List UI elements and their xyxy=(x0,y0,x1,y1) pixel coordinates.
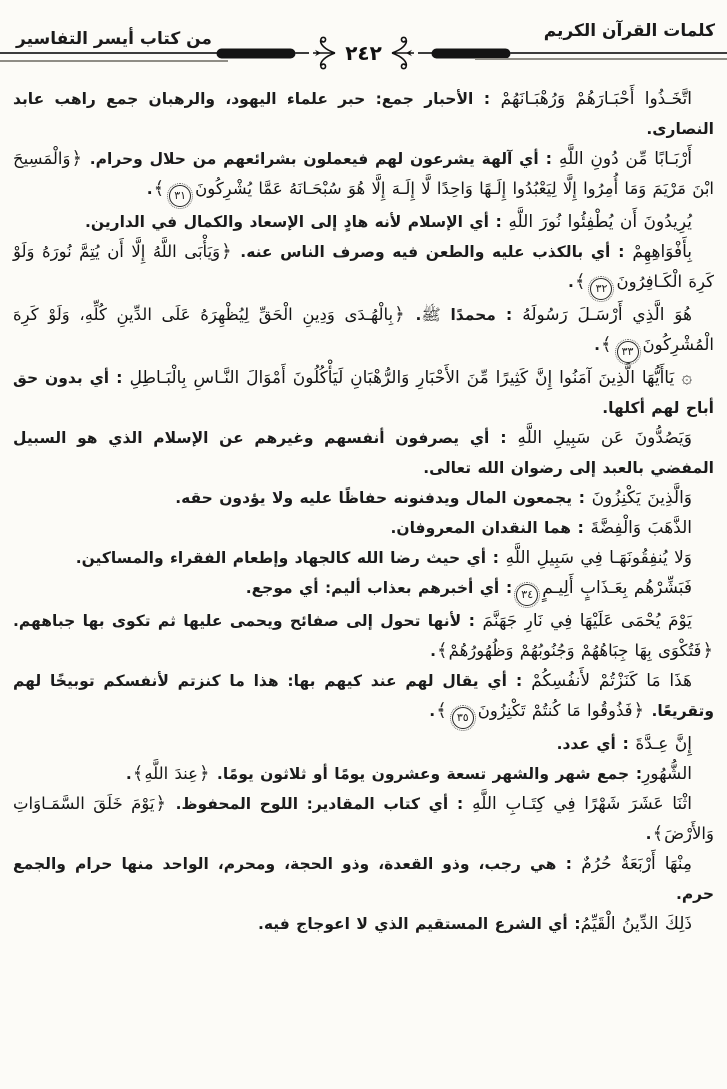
quran-term: أَرْبَـابًا مِّن دُونِ اللَّهِ xyxy=(558,149,693,169)
quran-term: وَيَصُدُّونَ عَن سَبِيلِ اللَّهِ xyxy=(517,428,692,448)
ornamental-divider xyxy=(0,36,727,70)
quran-term: مِنْهَا أَرْبَعَةٌ حُرُمٌ xyxy=(581,854,692,874)
colon-separator: : xyxy=(473,89,501,108)
colon-separator: : xyxy=(461,611,483,630)
quran-term: فَبَشِّرْهُم بِعَـذَابٍ أَلِيـمٍ xyxy=(542,578,692,598)
ayah-number-badge: ٣٢ xyxy=(590,278,612,300)
definition-text: أي الإسلام لأنه هادٍ إلى الإسعاد والكمال في الدارين. xyxy=(85,213,489,231)
definition-text: أي بالكذب عليه والطعن فيه وصرف الناس عنه. xyxy=(232,243,611,261)
ornate-close-bracket-icon: ﴾ xyxy=(437,640,448,661)
salawat-ligature-icon: ﷺ xyxy=(421,305,441,324)
definition-text: أي آلهة يشرعون لهم فيعملون بشرائعهم من حلال وحرام. xyxy=(83,150,539,168)
definition-text: أي يقال لهم عند كيهم بها: هذا ما كنزتم لأنفسكم توبيخًا لهم وتقريعًا. xyxy=(13,672,714,720)
ornate-close-bracket-icon: ﴾ xyxy=(153,178,165,199)
ornate-open-bracket-icon: ﴿ xyxy=(394,304,405,325)
quran-term: بِأَفْوَاهِهِمْ xyxy=(632,242,692,262)
quran-term: يُرِيدُونَ أَن يُطْفِئُوا نُورَ اللَّهِ xyxy=(508,212,692,232)
glossary-entry xyxy=(13,759,714,789)
quran-term: يَاأَيُّهَا الَّذِينَ آمَنُوا إِنَّ كَثِيرًا مِّنَ الأَحْبَارِ وَالرُّهْبَانِ لَيَأْكُلُونَ أَمْوَالَ النَّـاسِ بِالْبَـاطِلِ xyxy=(129,368,675,388)
ornate-close-bracket-icon: ﴾ xyxy=(132,763,144,784)
left-title-text: من كتاب أيسر التفاسير xyxy=(16,29,212,49)
quran-quote-text: وَيَأْبَى اللَّهُ إِلَّا أَن يُتِمَّ نُورَهُ وَلَوْ كَرِهَ الْكَـافِرُونَ xyxy=(13,242,714,291)
divider-bar-left xyxy=(217,49,295,58)
colon-separator: : xyxy=(556,854,582,873)
divider-rule-inner-right xyxy=(418,52,432,54)
definition-text: أي عدد. xyxy=(556,735,616,753)
sentence-period: . xyxy=(594,336,600,354)
glossary-entry xyxy=(13,483,714,513)
header-underline-left xyxy=(0,60,228,62)
quran-quote-text: فَذُوقُوا مَا كُنتُمْ تَكْنِزُونَ xyxy=(477,701,633,720)
sentence-period: . xyxy=(430,642,437,660)
divider-rule-inner-left xyxy=(295,52,309,54)
ornate-open-bracket-icon: ﴿ xyxy=(155,793,166,814)
definition-text: محمدًا xyxy=(440,306,496,324)
definition-text: أي كتاب المقادير: اللوح المحفوظ. xyxy=(166,795,449,813)
quran-quote-text: يَوْمَ خَلَقَ السَّمَـاوَاتِ وَالأَرْضَ xyxy=(13,794,714,843)
colon-separator: : xyxy=(572,488,592,507)
entries xyxy=(13,84,714,939)
quran-term: الذَّهَبَ وَالْفِضَّةَ xyxy=(590,518,692,538)
glossary-entry xyxy=(13,300,714,363)
quran-term: إِنَّ عِـدَّةَ xyxy=(635,734,692,754)
colon-separator: : xyxy=(506,671,532,690)
colon-separator: : xyxy=(488,212,509,231)
colon-separator: : xyxy=(570,518,591,537)
sentence-period: . xyxy=(429,702,436,720)
glossary-entry xyxy=(13,729,714,759)
definition-text: هي رجب، وذو القعدة، وذو الحجة، ومحرم، الواحد منها حرام والجمع حرم. xyxy=(13,855,714,903)
sentence-period: . xyxy=(125,765,132,783)
ornate-close-bracket-icon: ﴾ xyxy=(436,700,447,721)
quran-term: اتَّخَـذُوا أَحْبَـارَهُمْ وَرُهْبَـانَهُمْ xyxy=(500,89,692,109)
quran-quote-text: فَتُكْوَى بِهَا جِبَاهُهُمْ وَجُنُوبُهُمْ وَظُهُورُهُمْ xyxy=(448,641,702,660)
ornate-close-bracket-icon: ﴾ xyxy=(600,334,612,355)
floral-scroll-icon-right xyxy=(390,36,416,70)
glossary-entry xyxy=(13,573,714,606)
colon-separator: : xyxy=(495,305,523,324)
glossary-entry xyxy=(13,144,714,207)
ornate-open-bracket-icon: ﴿ xyxy=(221,241,232,262)
sentence-period: . xyxy=(146,180,153,198)
glossary-entry xyxy=(13,849,714,909)
divider-rule-right xyxy=(510,52,727,54)
definition-text: أي أخبرهم بعذاب أليم: أي موجع. xyxy=(245,579,500,597)
definition-text: هما النقدان المعروفان. xyxy=(390,519,571,537)
glossary-entry xyxy=(13,207,714,237)
page-number: ٢٤٢ xyxy=(345,41,382,65)
floral-scroll-icon-left xyxy=(311,36,337,70)
glossary-entry xyxy=(13,513,714,543)
sentence-period: . xyxy=(645,825,652,843)
colon-separator: : xyxy=(489,428,518,447)
colon-separator: : xyxy=(499,578,513,597)
colon-separator: : xyxy=(486,548,506,567)
glossary-entry xyxy=(13,423,714,483)
header-underline-right xyxy=(475,58,727,60)
glossary-entry xyxy=(13,606,714,666)
definition-text: الأحبار جمع: حبر علماء اليهود، والرهبان جمع راهب عابد النصارى. xyxy=(13,90,714,138)
sentence-period: . xyxy=(568,273,574,291)
definition-text: . xyxy=(405,306,422,324)
colon-separator: : xyxy=(567,914,581,933)
colon-separator: : xyxy=(538,149,559,168)
colon-separator: : xyxy=(448,794,473,813)
ornate-close-bracket-icon: ﴾ xyxy=(574,271,586,292)
quran-term: وَالَّذِينَ يَكْنِزُونَ xyxy=(591,488,692,508)
quran-term: ذَلِكَ الدِّينُ الْقَيِّمُ xyxy=(580,914,692,934)
glossary-entry xyxy=(13,363,714,423)
colon-separator: : xyxy=(109,368,130,387)
ayah-number-badge: ٣٣ xyxy=(617,341,639,363)
definition-text: أي يصرفون أنفسهم وغيرهم عن الإسلام الذي هو السبيل المفضي بالعبد إلى رضوان الله تعالى. xyxy=(13,429,714,477)
quran-quote-text: وَالْمَسِيحَ ابْنَ مَرْيَمَ وَمَا أُمِرُوا إِلَّا لِيَعْبُدُوا إِلَـهًا وَاحِدًا لَّا إِلَـهَ إِلَّا هُوَ سُبْحَـانَهُ عَمَّا يُشْرِكُونَ xyxy=(13,149,714,198)
definition-text: يجمعون المال ويدفنونه حفاظًا عليه ولا يؤدون حقه. xyxy=(175,489,573,507)
rub-el-hizb-icon: ۞ xyxy=(674,367,692,388)
colon-separator: : xyxy=(610,242,633,261)
glossary-entry xyxy=(13,84,714,144)
glossary-entry xyxy=(13,789,714,849)
ornate-open-bracket-icon: ﴿ xyxy=(702,640,713,661)
glossary-entry xyxy=(13,543,714,573)
ayah-number-badge: ٣٥ xyxy=(452,707,474,729)
ornate-open-bracket-icon: ﴿ xyxy=(71,148,83,169)
definition-text: أي بدون حق أباح لهم أكلها. xyxy=(13,369,714,417)
quran-term: هَذَا مَا كَنَزْتُمْ لأَنفُسِكُمْ xyxy=(531,671,692,691)
colon-separator: : xyxy=(629,764,643,783)
definition-text: لأنها تحول إلى صفائح ويحمى عليها ثم تكوى بها جباههم. xyxy=(13,612,462,630)
ornate-open-bracket-icon: ﴿ xyxy=(633,700,645,721)
right-title-text: كلمات القرآن الكريم xyxy=(543,21,715,41)
quran-term: الشُّهُورِ xyxy=(642,764,692,784)
quran-term: يَوْمَ يُحْمَى عَلَيْهَا فِي نَارِ جَهَنَّمَ xyxy=(482,611,692,631)
quran-quote-text: بِالْهُـدَى وَدِينِ الْحَقِّ لِيُظْهِرَهُ عَلَى الدِّينِ كُلِّهِ، وَلَوْ كَرِهَ الْمُشْرِكُونَ xyxy=(13,305,714,354)
ayah-number-badge: ٣٤ xyxy=(516,584,538,606)
glossary-entry xyxy=(13,909,714,939)
definition-text: أي الشرع المستقيم الذي لا اعوجاج فيه. xyxy=(258,915,568,933)
quran-term: اثْنَا عَشَرَ شَهْرًا فِي كِتَـابِ اللَّهِ xyxy=(472,794,693,814)
glossary-entry xyxy=(13,237,714,300)
definition-text: أي حيث رضا الله كالجهاد وإطعام الفقراء والمساكين. xyxy=(75,549,487,567)
ornate-open-bracket-icon: ﴿ xyxy=(198,763,210,784)
glossary-entry xyxy=(13,666,714,729)
definition-text: جمع شهر والشهر تسعة وعشرون يومًا أو ثلاثون يومًا. xyxy=(210,765,630,783)
divider-rule-left xyxy=(0,52,217,54)
quran-quote-text: عِندَ اللَّهِ xyxy=(144,764,198,783)
quran-term: هُوَ الَّذِي أَرْسَـلَ رَسُولَهُ xyxy=(522,305,692,325)
ornate-close-bracket-icon: ﴾ xyxy=(652,823,664,844)
ayah-number-badge: ٣١ xyxy=(169,185,191,207)
quran-term: وَلا يُنفِقُونَهَـا فِي سَبِيلِ اللَّهِ xyxy=(505,548,692,568)
colon-separator: : xyxy=(615,734,636,753)
divider-bar-right xyxy=(432,49,510,58)
